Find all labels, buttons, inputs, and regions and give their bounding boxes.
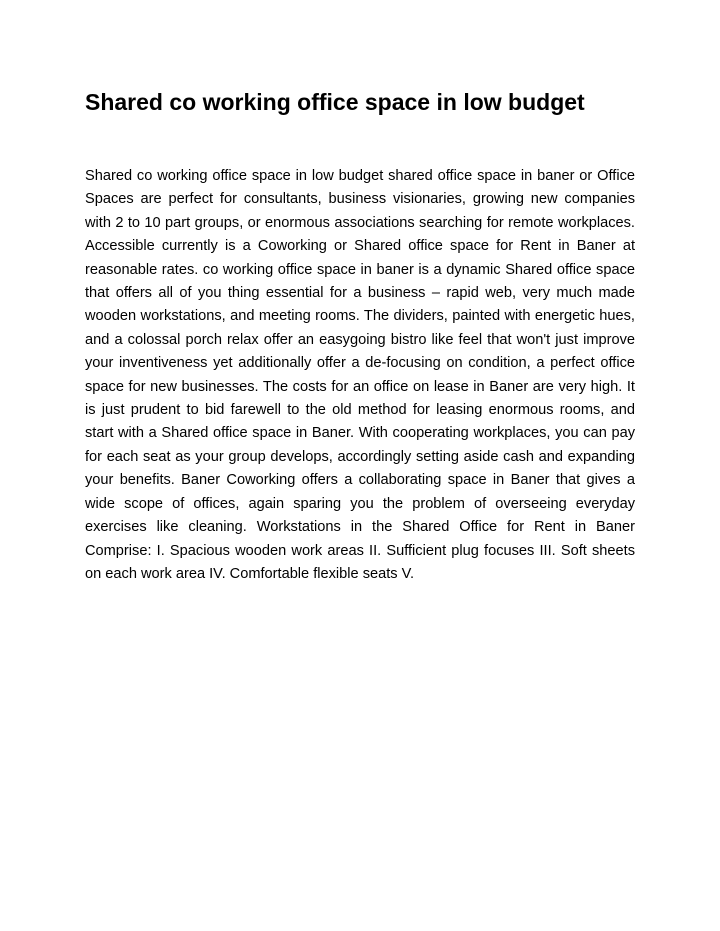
document-body-paragraph: Shared co working office space in low budget shared office space in baner or Office Spaces are perfect for consultants, business visionaries, growing new companies with 2 to 10 part groups, or enormous associations searching for remote workplaces. Accessible currently is a Coworking or Shared office space for Rent in Baner at reasonable rates. co working office space in baner is a dynamic Shared office space that offers all of you thing essential for a business – rapid web, very much made wooden workstations, and meeting rooms. The dividers, painted with energetic hues, and a colossal porch relax offer an easygoing bistro like feel that won't just improve your inventiveness yet additionally offer a de-focusing on condition, a perfect office space for new businesses. The costs for an office on lease in Baner are very high. It is just prudent to bid farewell to the old method for leasing enormous rooms, and start with a Shared office space in Baner. With cooperating workplaces, you can pay for each seat as your group develops, accordingly setting aside cash and expanding your benefits. Baner Coworking offers a collaborating space in Baner that gives a wide scope of offices, again sparing you the problem of overseeing everyday exercises like cleaning. Workstations in the Shared Office for Rent in Baner Comprise: I. Spacious wooden work areas II. Sufficient plug focuses III. Soft sheets on each work area IV. Comfortable flexible seats V. xyxy=(85,168,635,582)
document-title: Shared co working office space in low budget xyxy=(85,89,585,115)
